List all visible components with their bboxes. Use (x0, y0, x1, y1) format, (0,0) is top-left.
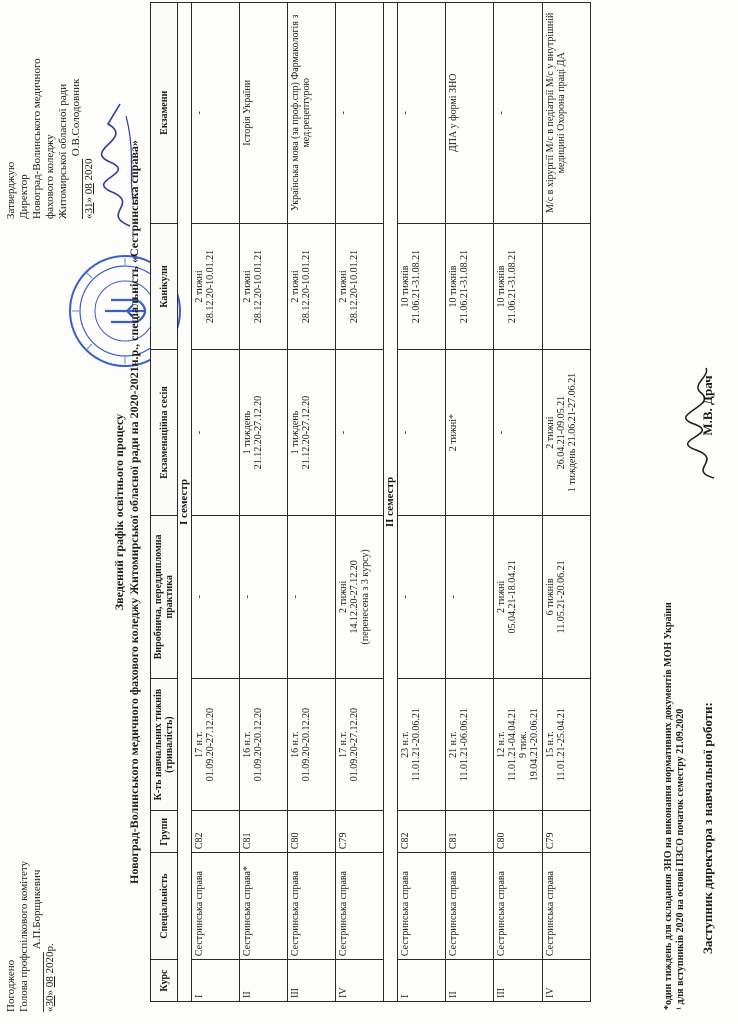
cell-specialty: Сестринська справа (192, 853, 240, 960)
cell-holidays: 10 тижнів 21.06.21-31.08.21 (446, 223, 494, 350)
cell-course: IV (336, 960, 384, 1002)
cell-exams: Історія України (240, 3, 288, 224)
cell-practice: - (288, 515, 336, 678)
header-groups: Групи (151, 811, 178, 853)
cell-group: С80 (494, 811, 543, 853)
signature-name: М.В. Драч (700, 375, 715, 436)
schedule-table (150, 2, 591, 1002)
cell-session: - (398, 350, 446, 515)
cell-group: С82 (398, 811, 446, 853)
cell-exams: ДПА у формі ЗНО (446, 3, 494, 224)
cell-group: С81 (240, 811, 288, 853)
approved-date: «31» 08 2020 (83, 158, 95, 219)
cell-practice: - (240, 515, 288, 678)
cell-course: ІІ (446, 960, 494, 1002)
cell-practice: - (192, 515, 240, 678)
table-row (398, 3, 446, 1002)
header-course: Курс (151, 960, 178, 1002)
header-specialty: Спеціальність (151, 853, 178, 960)
cell-specialty: Сестринська справа (398, 853, 446, 960)
cell-weeks: 15 н.т. 11.01.21-25.04.21 (543, 678, 591, 810)
agreed-date: «30» 08 2020р. (44, 943, 56, 1012)
cell-holidays: 2 тижні 28.12.20-10.01.21 (288, 223, 336, 350)
college-name-line2: фахового коледжу (44, 134, 56, 219)
cell-holidays: 2 тижні 28.12.20-10.01.21 (336, 223, 384, 350)
cell-weeks: 16 н.т. 01.09.20-20.12.20 (288, 678, 336, 810)
cell-session: 2 тижні 26.04.21-09.05.21 1 тиждень 21.06.21-27.06.21 (543, 350, 591, 515)
cell-exams: - (192, 3, 240, 224)
cell-specialty: Сестринська справа (446, 853, 494, 960)
cell-weeks: 21 н.т. 11.01.21-06.06.21 (446, 678, 494, 810)
cell-weeks: 17 н.т. 01.09.20-27.12.20 (192, 678, 240, 810)
signature-title: Заступник директора з навчальної роботи: (700, 702, 715, 954)
table-row (446, 3, 494, 1002)
table-header-row (151, 3, 178, 1002)
semester-1-label: І семестр (178, 3, 192, 1002)
document-subtitle: Новоград-Волинського медичного фахового коледжу Житомирської обласної ради на 2020-2021н.р., спеціальність «Сестринська справа» (127, 140, 141, 884)
semester-divider-row (384, 3, 398, 1002)
signature-line-blank (32, 952, 44, 1012)
cell-practice: 6 тижнів 11.05.21-20.06.21 (543, 515, 591, 678)
approve-label: Затверджую (5, 161, 17, 219)
cell-specialty: Сестринська справа (336, 853, 384, 960)
cell-specialty: Сестринська справа (543, 853, 591, 960)
table-row (336, 3, 384, 1002)
deputy-handwritten-signature (680, 364, 730, 484)
director-label: Директор (18, 174, 30, 219)
cell-exams: - (398, 3, 446, 224)
signature-line-blank (71, 159, 83, 219)
cell-weeks: 12 н.т. 11.01.21-04.04.21 9 тиж. 19.04.21-20.06.21 (494, 678, 543, 810)
table-row (240, 3, 288, 1002)
union-head-name: А.П.Борщикевич (31, 869, 43, 950)
cell-group: С79 (543, 811, 591, 853)
cell-course: ІІ (240, 960, 288, 1002)
header-session: Екзаменаційна сесія (151, 350, 178, 515)
cell-exams: - (336, 3, 384, 224)
cell-group: С81 (446, 811, 494, 853)
cell-holidays (543, 223, 591, 350)
header-exams: Екзамени (151, 3, 178, 224)
cell-specialty: Сестринська справа (494, 853, 543, 960)
cell-session: 1 тиждень 21.12.20-27.12.20 (288, 350, 336, 515)
cell-course: І (398, 960, 446, 1002)
semester-2-label: ІІ семестр (384, 3, 398, 1002)
cell-holidays: 2 тижні 28.12.20-10.01.21 (240, 223, 288, 350)
cell-course: IV (543, 960, 591, 1002)
cell-holidays: 10 тижнів 21.06.21-31.08.21 (494, 223, 543, 350)
table-row (192, 3, 240, 1002)
cell-holidays: 10 тижнів 21.06.21-31.08.21 (398, 223, 446, 350)
cell-exams: - (494, 3, 543, 224)
cell-session: - (494, 350, 543, 515)
cell-exams: М/с в хірургії М/с в педіатрії М/с у внутрішній медицині Охорона праці ДА (543, 3, 591, 224)
cell-session: 1 тиждень 21.12.20-27.12.20 (240, 350, 288, 515)
cell-holidays: 2 тижні 28.12.20-10.01.21 (192, 223, 240, 350)
cell-practice: 2 тижні 05.04.21-18.04.21 (494, 515, 543, 678)
director-name: О.В.Солодовник (70, 78, 82, 157)
footnote-zno: *один тиждень для складання ЗНО на виконання нормативних документів МОН України (663, 602, 674, 1010)
footnote-start-date: ¹ для вступників 2020 на основі ПЗСО початок семестру 21.09.2020 (675, 708, 686, 1010)
cell-group: С79 (336, 811, 384, 853)
cell-session: - (336, 350, 384, 515)
cell-session: 2 тижні* (446, 350, 494, 515)
cell-practice: - (446, 515, 494, 678)
cell-specialty: Сестринська справа* (240, 853, 288, 960)
cell-exams: Українська мова (за проф.спр) Фармакологія з мед.рецептурою (288, 3, 336, 224)
cell-course: І (192, 960, 240, 1002)
cell-weeks: 16 н.т. 01.09.20-20.12.20 (240, 678, 288, 810)
cell-practice: 2 тижні 14.12.20-27.12.20 (перенесена з 3 курсу) (336, 515, 384, 678)
council-name: Житомирської обласної ради (57, 83, 69, 219)
cell-course: ІІІ (288, 960, 336, 1002)
cell-course: ІІІ (494, 960, 543, 1002)
document-title-block (112, 0, 142, 1024)
union-head-label: Голова профспілкового комітету (18, 860, 30, 1012)
cell-weeks: 17 н.т. 01.09.20-27.12.20 (336, 678, 384, 810)
header-holidays: Канікули (151, 223, 178, 350)
cell-weeks: 23 н.т. 11.01.21-20.06.21 (398, 678, 446, 810)
document-title: Зведений графік освітнього процесу (112, 413, 126, 611)
approval-agreed-block (5, 802, 57, 1012)
table-row (543, 3, 591, 1002)
cell-practice: - (398, 515, 446, 678)
cell-specialty: Сестринська справа (288, 853, 336, 960)
cell-group: С80 (288, 811, 336, 853)
table-row (288, 3, 336, 1002)
deputy-director-signature-block (700, 54, 716, 954)
cell-session: - (192, 350, 240, 515)
approval-approved-block (5, 9, 96, 219)
table-row (494, 3, 543, 1002)
header-practice: Виробнича, переддипломна практика (151, 515, 178, 678)
semester-divider-row (178, 3, 192, 1002)
header-weeks: К-ть навчальних тижнів (тривалість) (151, 678, 178, 810)
cell-group: С82 (192, 811, 240, 853)
college-name-line1: Новоград-Волинського медичного (31, 58, 43, 219)
agreed-label: Погоджено (5, 959, 17, 1012)
